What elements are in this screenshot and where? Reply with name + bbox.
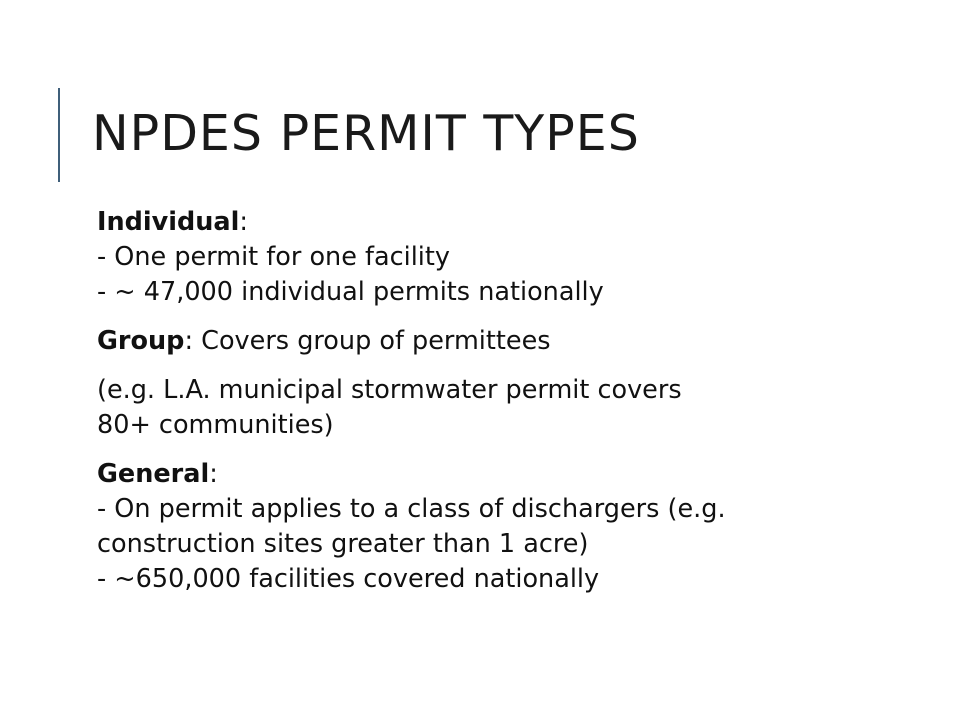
general-line-2: construction sites greater than 1 acre): [97, 529, 589, 559]
example-line-1: (e.g. L.A. municipal stormwater permit covers: [97, 375, 682, 405]
slide-title: NPDES PERMIT TYPES: [92, 105, 640, 162]
individual-section: [97, 205, 917, 310]
group-heading: [97, 324, 917, 359]
title-accent-bar: [58, 88, 60, 182]
individual-line-2: - ~ 47,000 individual permits nationally: [97, 277, 604, 307]
group-description: : Covers group of permittees: [184, 326, 551, 356]
general-colon: :: [209, 459, 218, 489]
group-example: [97, 373, 917, 443]
general-line-3: - ~650,000 facilities covered nationally: [97, 564, 600, 594]
group-term: Group: [97, 326, 185, 356]
general-line-1: - On permit applies to a class of dischargers (e.g.: [97, 494, 726, 524]
individual-heading: [97, 205, 917, 240]
general-term: General: [97, 459, 210, 489]
example-line-2: 80+ communities): [97, 410, 334, 440]
general-section: [97, 457, 917, 597]
group-section: [97, 324, 917, 359]
individual-colon: :: [239, 207, 248, 237]
individual-line-1: - One permit for one facility: [97, 242, 450, 272]
general-heading: [97, 457, 917, 492]
individual-term: Individual: [97, 207, 240, 237]
slide-body: [97, 205, 917, 611]
